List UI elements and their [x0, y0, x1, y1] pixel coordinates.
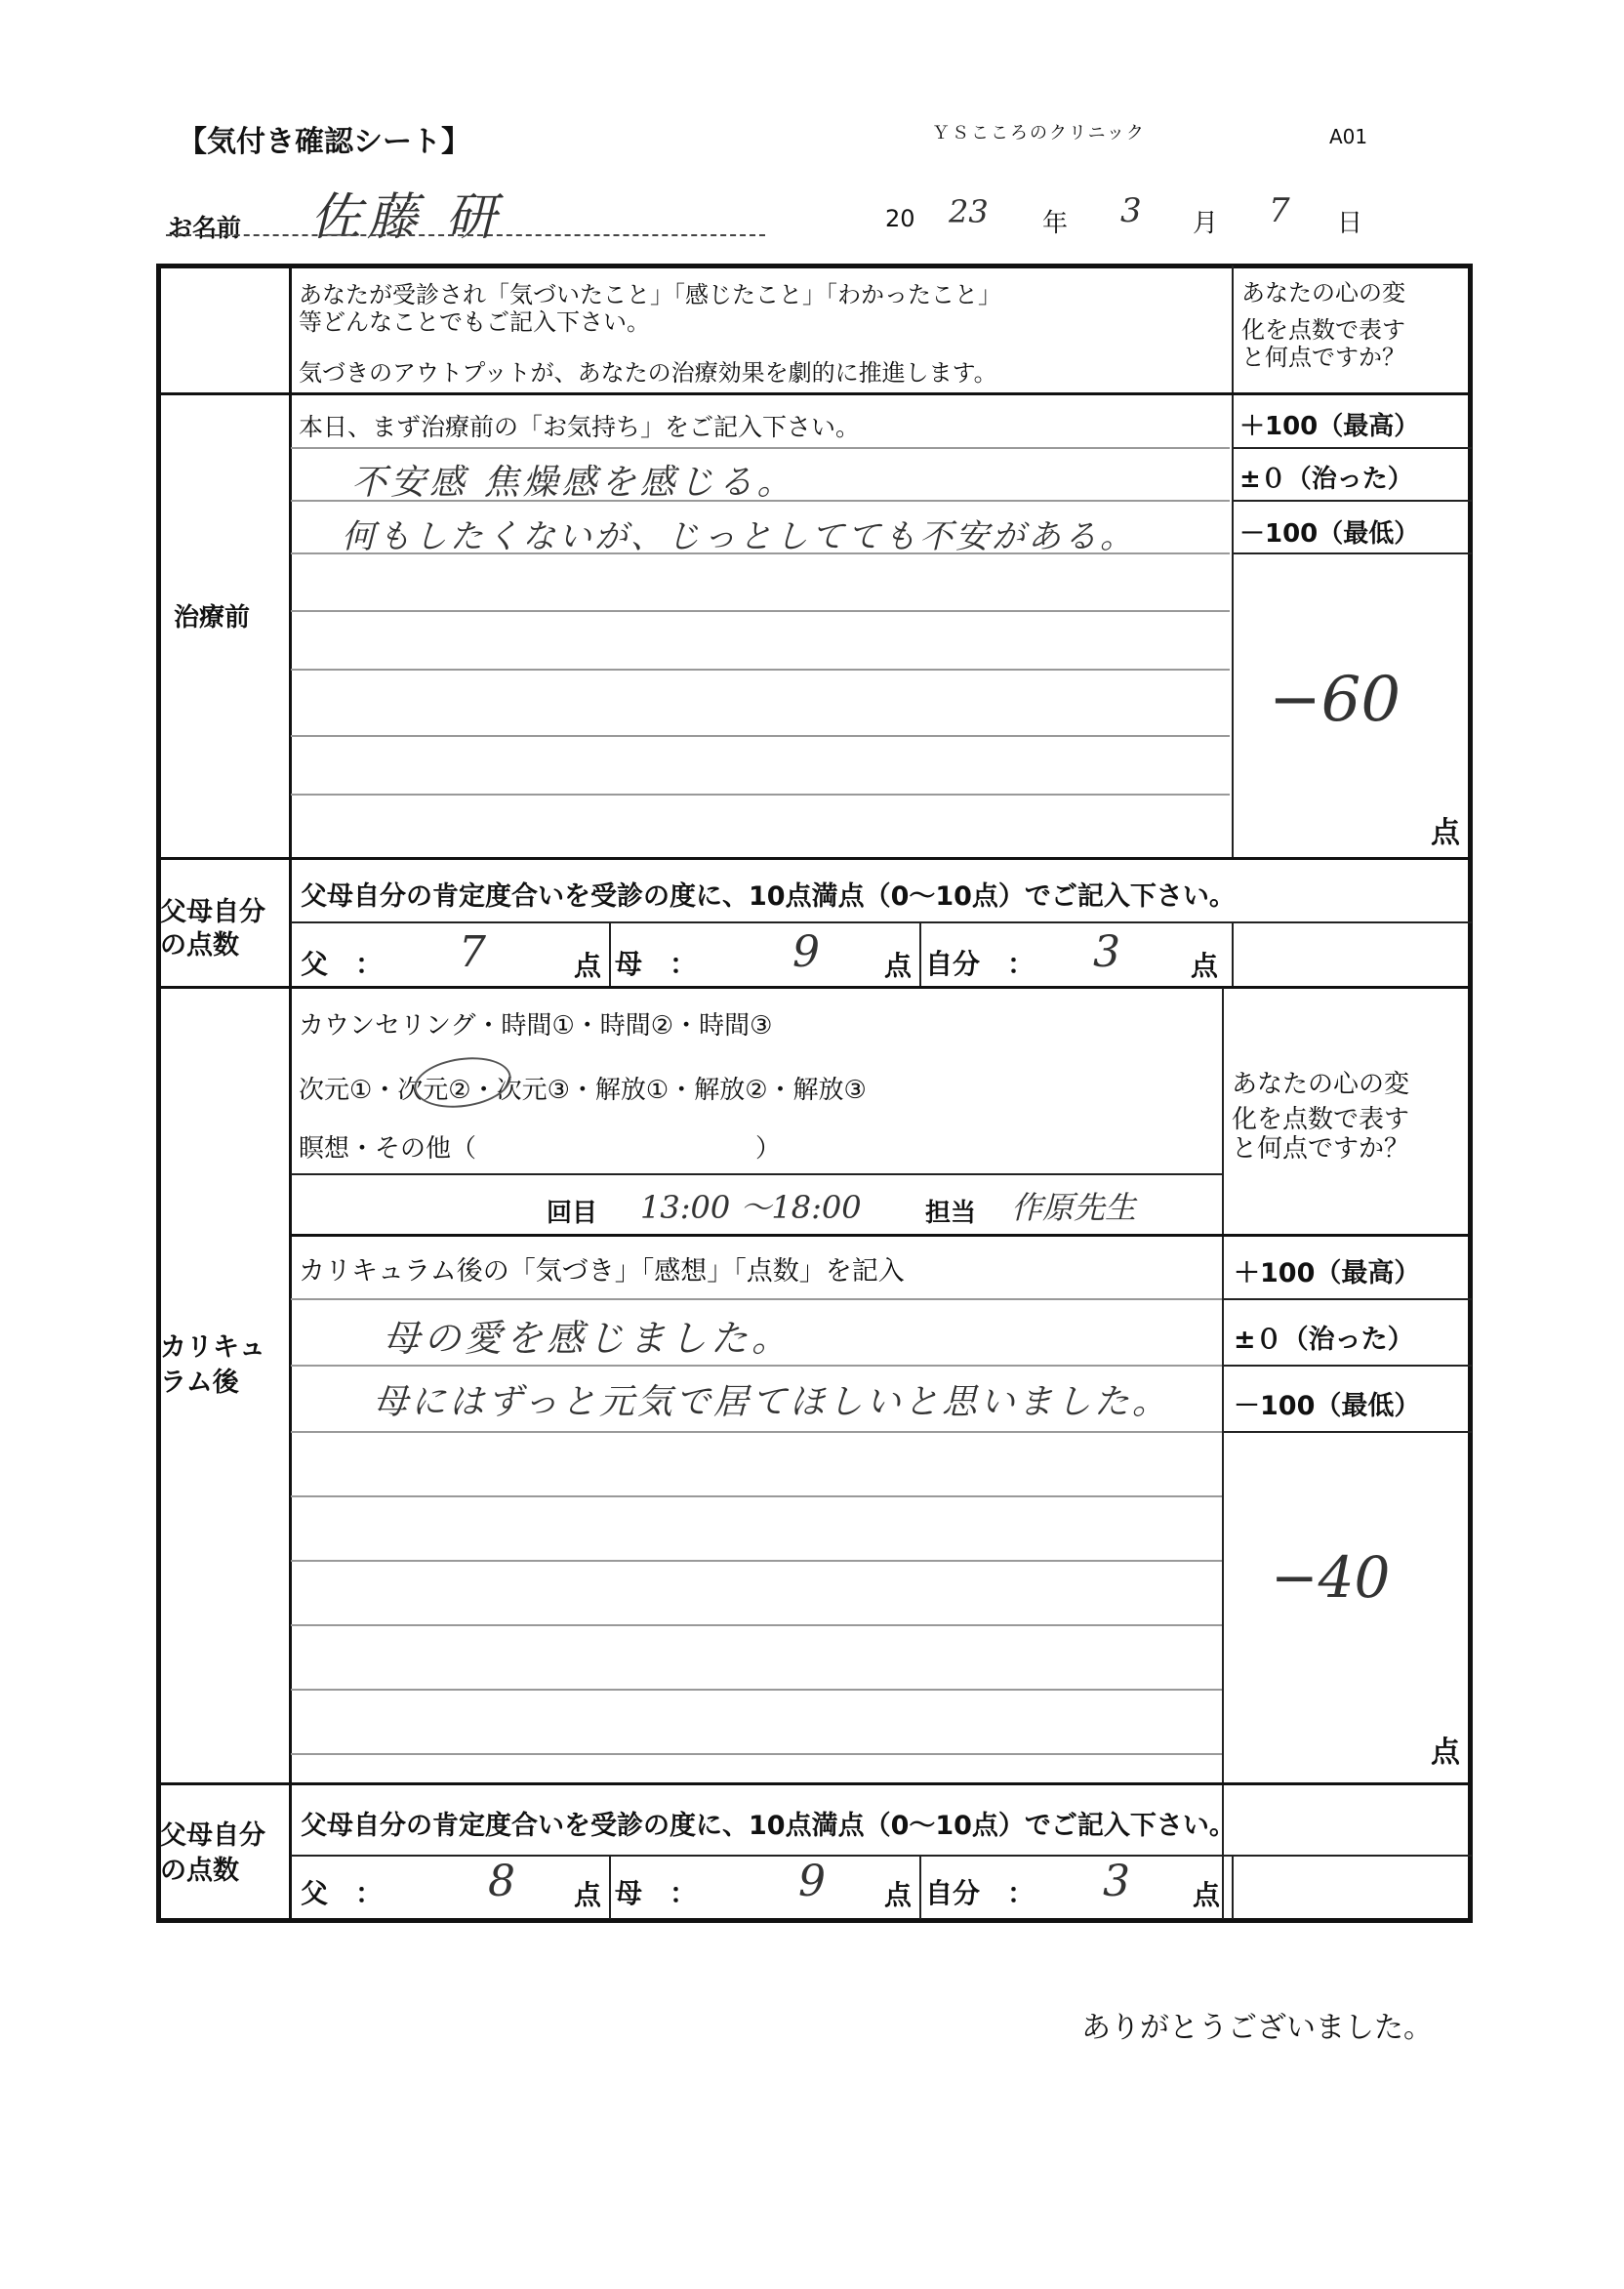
parents2-div2: [919, 1855, 921, 1919]
parents1-mother-unit: 点: [884, 950, 913, 982]
intro-line3: 気づきのアウトプットが、あなたの治療効果を劇的に推進します。: [299, 359, 997, 387]
before-rule-7: [291, 794, 1230, 796]
parents2-mother-unit: 点: [884, 1879, 913, 1911]
parents2-div3: [1232, 1855, 1234, 1919]
curriculum-scale-rule1: [1222, 1298, 1472, 1300]
patient-name[interactable]: 佐藤 研: [310, 188, 503, 247]
intro-line2: 等どんなことでもご記入下さい。: [299, 308, 650, 336]
intro-score-q1: あなたの心の変: [1241, 279, 1405, 307]
curriculum-options-line3: 瞑想・その他（ ）: [299, 1134, 782, 1164]
curriculum-rule-1: [291, 1298, 1222, 1300]
before-prompt: 本日、まず治療前の「お気持ち」をご記入下さい。: [299, 413, 861, 441]
curriculum-label-line2: ラム後: [160, 1368, 239, 1398]
sheet-title: 【気付き確認シート】: [178, 125, 470, 159]
clinic-name: ＹＳこころのクリニック: [932, 123, 1146, 143]
before-scale-rule1: [1232, 447, 1472, 449]
before-rule-5: [291, 669, 1230, 671]
parents1-self-value[interactable]: 3: [1093, 927, 1120, 977]
parents2-father-unit: 点: [574, 1879, 602, 1911]
before-rule-6: [291, 735, 1230, 737]
staff-value[interactable]: 作原先生: [1011, 1189, 1137, 1226]
parents2-self-value[interactable]: 3: [1103, 1857, 1130, 1906]
parents1-div1: [609, 921, 611, 986]
curriculum-prompt: カリキュラム後の「気づき」「感想」「点数」を記入: [299, 1256, 905, 1287]
curriculum-rule-8: [291, 1753, 1222, 1755]
day-value[interactable]: 7: [1269, 191, 1290, 230]
day-unit: 日: [1337, 209, 1363, 238]
curriculum-rule-3: [291, 1431, 1222, 1433]
parents2-father-value[interactable]: 8: [488, 1857, 515, 1906]
intro-score-q2: 化を点数で表す: [1241, 316, 1405, 344]
curriculum-scale-min: －100（最低）: [1234, 1391, 1421, 1421]
curriculum-rule-6: [291, 1624, 1222, 1626]
parents1-div3: [1232, 921, 1234, 986]
curriculum-note-line2[interactable]: 母にはずっと元気で居てほしいと思いました。: [373, 1382, 1170, 1422]
month-value[interactable]: 3: [1120, 191, 1142, 230]
curriculum-score-value[interactable]: −40: [1271, 1544, 1391, 1611]
curriculum-rule-2: [291, 1365, 1222, 1367]
session-time[interactable]: 13:00 〜18:00: [640, 1189, 862, 1226]
curriculum-note-line1[interactable]: 母の愛を感じました。: [383, 1317, 793, 1360]
before-note-line1[interactable]: 不安感 焦燥感を感じる。: [351, 463, 796, 503]
curriculum-rule-5: [291, 1560, 1222, 1562]
curriculum-score-q1: あなたの心の変: [1232, 1070, 1410, 1099]
parents2-self-unit: 点: [1193, 1879, 1221, 1911]
parents1-label-line2: の点数: [160, 930, 239, 961]
before-bottom-rule: [158, 857, 1471, 860]
curriculum-rule-4: [291, 1495, 1222, 1497]
parents1-father-value[interactable]: 7: [459, 927, 486, 977]
before-score-unit: 点: [1431, 816, 1460, 850]
label-column-divider: [289, 266, 292, 1921]
curriculum-options-line1: カウンセリング・時間①・時間②・時間③: [299, 1011, 773, 1041]
parents1-prompt: 父母自分の肯定度合いを受診の度に、10点満点（0〜10点）でご記入下さい。: [301, 881, 1236, 912]
curriculum-scale-max: ＋100（最高）: [1234, 1258, 1421, 1288]
year-unit: 年: [1042, 209, 1069, 238]
parents2-label-line1: 父母自分: [160, 1820, 265, 1851]
parents2-label-line2: の点数: [160, 1856, 239, 1886]
session-top-rule: [291, 1173, 1222, 1175]
name-underline: [166, 234, 765, 236]
before-scale-rule3: [1232, 552, 1472, 554]
parents2-mother-value[interactable]: 9: [798, 1857, 826, 1906]
year-prefix: 20: [885, 205, 915, 232]
name-label: お名前: [168, 214, 242, 242]
curriculum-score-q2: 化を点数で表す: [1232, 1105, 1410, 1134]
curriculum-label-line1: カリキュ: [160, 1332, 265, 1363]
staff-label: 担当: [925, 1199, 977, 1228]
curriculum-rule-7: [291, 1689, 1222, 1691]
sheet-code: A01: [1329, 125, 1368, 148]
before-rule-1: [291, 447, 1230, 449]
before-rule-4: [291, 610, 1230, 612]
curriculum-score-unit: 点: [1431, 1736, 1460, 1770]
parents1-self-unit: 点: [1191, 950, 1219, 982]
curriculum-scale-rule2: [1222, 1365, 1472, 1367]
parents1-div2: [919, 921, 921, 986]
month-unit: 月: [1193, 209, 1219, 238]
parents2-self-label: 自分 ：: [925, 1877, 1035, 1909]
curriculum-scale-rule3: [1222, 1431, 1472, 1433]
parents1-label-line1: 父母自分: [160, 897, 265, 927]
year-value[interactable]: 23: [949, 193, 989, 230]
before-scale-mid: ±０（治った）: [1239, 465, 1413, 494]
session-label: 回目: [547, 1199, 598, 1228]
before-score-value[interactable]: −60: [1269, 664, 1401, 736]
parents2-father-label: 父 ：: [301, 1877, 384, 1909]
curriculum-mid-rule: [291, 1234, 1471, 1237]
before-scale-min: －100（最低）: [1239, 519, 1420, 549]
parents2-div1: [609, 1855, 611, 1919]
before-note-line2[interactable]: 何もしたくないが、じっとしてても不安がある。: [342, 517, 1136, 556]
intro-bottom-rule: [158, 392, 1471, 395]
curriculum-scale-mid: ±０（治った）: [1234, 1325, 1414, 1355]
parents2-mid-rule: [291, 1855, 1472, 1857]
before-scale-max: ＋100（最高）: [1239, 412, 1420, 441]
parents1-father-unit: 点: [574, 950, 602, 982]
parents2-prompt: 父母自分の肯定度合いを受診の度に、10点満点（0〜10点）でご記入下さい。: [301, 1811, 1236, 1841]
parents2-mother-label: 母 ：: [615, 1877, 698, 1909]
score-column-divider-bottom: [1222, 988, 1224, 1919]
parents1-mid-rule: [291, 921, 1472, 923]
parents1-self-label: 自分 ：: [925, 948, 1035, 980]
parents1-mother-value[interactable]: 9: [792, 927, 820, 977]
before-scale-rule2: [1232, 500, 1472, 502]
parents1-bottom-rule: [158, 986, 1471, 989]
before-section-label: 治療前: [174, 603, 251, 633]
parents1-mother-label: 母 ：: [615, 948, 698, 980]
score-column-divider-top: [1232, 266, 1234, 859]
intro-line1: あなたが受診され「気づいたこと」「感じたこと」「わかったこと」: [299, 281, 1001, 308]
curriculum-options-line2: 次元①・次元②・次元③・解放①・解放②・解放③: [299, 1076, 867, 1105]
curriculum-score-q3: と何点ですか？: [1232, 1134, 1410, 1164]
thanks-message: ありがとうございました。: [1081, 2011, 1433, 2045]
curriculum-bottom-rule: [158, 1782, 1471, 1785]
intro-score-q3: と何点ですか？: [1241, 344, 1405, 371]
parents1-father-label: 父 ：: [301, 948, 384, 980]
